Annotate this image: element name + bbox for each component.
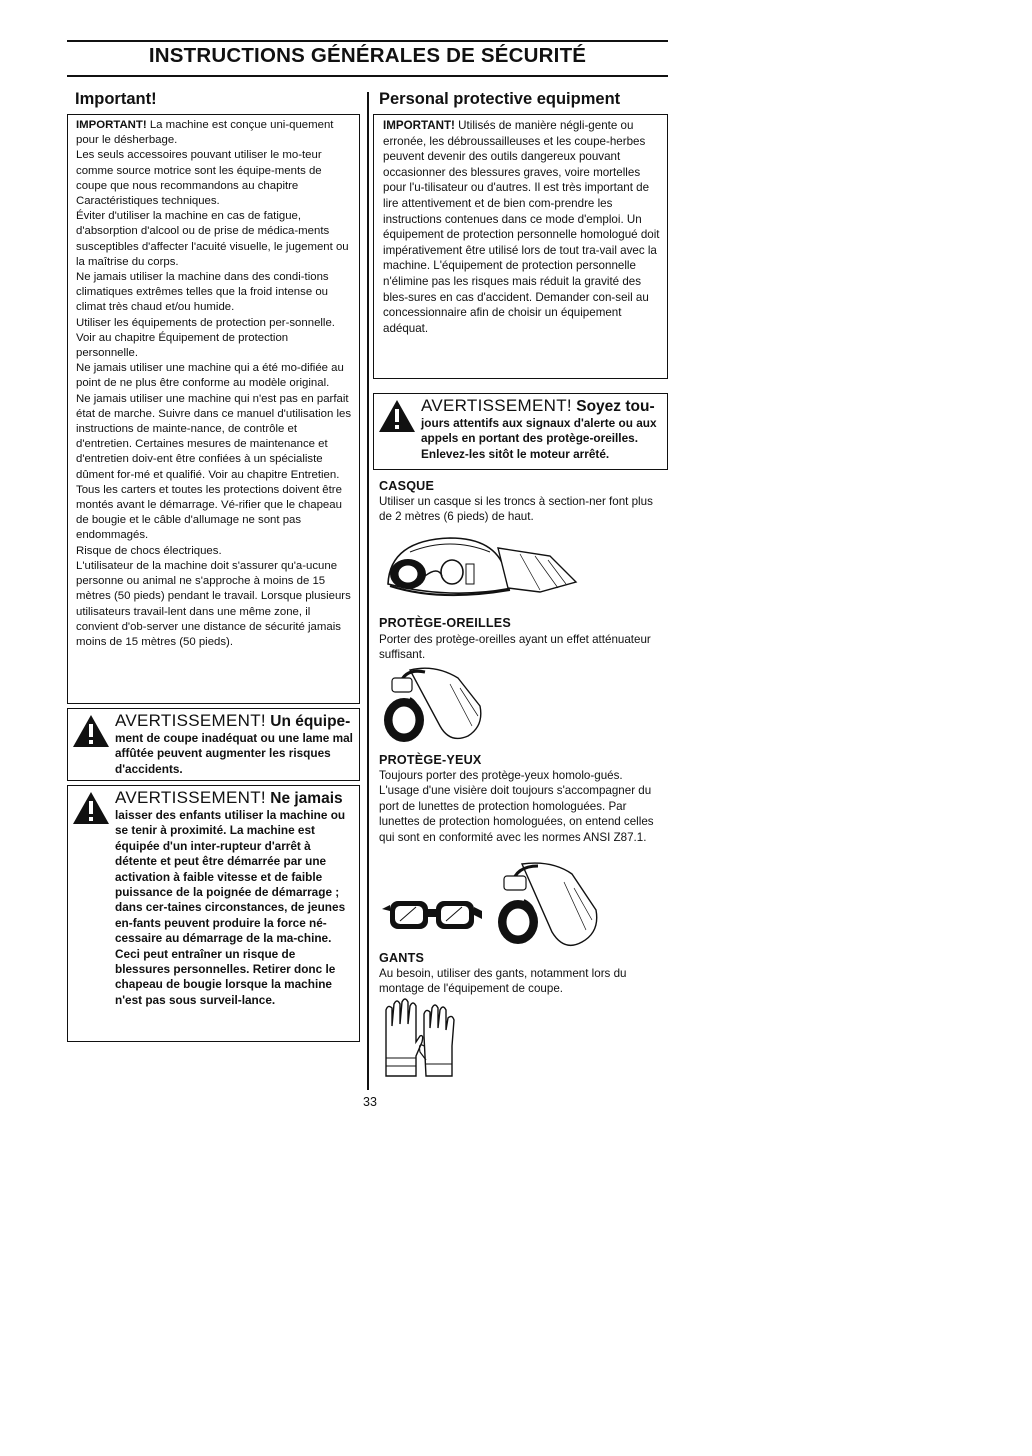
eye-protection-text: Toujours porter des protège-yeux homolo-gués. L'usage d'une visière doit toujours s'accompagner du port de lunettes de protection homologuées. Par lunettes de protection homologuées, on entend celles qui sont en conformité avec les normes ANSI Z87.1.	[379, 769, 654, 844]
important-paragraph: L'utilisateur de la machine doit s'assurer qu'a-ucune personne ou animal ne s'approche à moins de 15 mètres (50 pieds) pendant le travail. Lorsque plusieurs utilisateurs travail-lent dans une même zone, il convient d'ob-server une distance de sécurité jamais moins de 15 mètres (50 pieds).	[76, 559, 351, 648]
warning-heading	[115, 788, 353, 808]
important-paragraph: Utiliser les équipements de protection per-sonnelle. Voir au chapitre Équipement de protection personnelle.	[76, 316, 335, 360]
ppe-important-box	[373, 114, 668, 379]
warning-text: jours attentifs aux signaux d'alerte ou aux appels en portant des protège-oreilles. Enlevez-les sitôt le moteur arrêté.	[421, 416, 657, 461]
important-lead: IMPORTANT!	[76, 119, 147, 131]
helmet-icon	[380, 530, 580, 610]
warning-text: laisser des enfants utiliser la machine ou se tenir à proximité. La machine est équipée d'un inter-rupteur d'arrêt à détente et peut être démarrée par une activation à faible vitesse et de faible puissance de la poignée de démarrage ; dans cer-taines circonstances, de jeunes en-fants peuvent produire la force né-cessaire au démarrage de la ma-chine. Ceci peut entraîner un risque de blessures personnelles. Retirer donc le chapeau de bougie lorsque la machine n'est pas sous surveil-lance.	[115, 808, 346, 1007]
important-paragraph	[76, 118, 353, 148]
warning-ear-protection	[373, 393, 668, 470]
casque-heading: CASQUE	[379, 479, 435, 493]
warning-text: ment de coupe inadéquat ou une lame mal affûtée peuvent augmenter les risques d'accidents.	[115, 731, 353, 776]
warning-label: AVERTISSEMENT!	[115, 788, 266, 807]
important-paragraph: Éviter d'utiliser la machine en cas de fatigue, d'absorption d'alcool ou de prise de médica-ments susceptibles d'affecter l'acuité visuelle, le jugement ou la maîtrise du corps.	[76, 210, 349, 268]
top-rule	[67, 40, 668, 42]
warning-triangle-icon	[377, 398, 417, 434]
page-number: 33	[363, 1095, 377, 1109]
column-divider	[367, 92, 369, 1090]
warning-lead: Ne jamais	[265, 790, 343, 807]
important-paragraph: Ne jamais utiliser la machine dans des condi-tions climatiques extrêmes telles que la froid intense ou climat très chaud et/ou humide.	[76, 271, 329, 314]
important-heading: Important!	[75, 90, 157, 108]
earmuffs-icon	[380, 664, 490, 749]
page-title: INSTRUCTIONS GÉNÉRALES DE SÉCURITÉ	[148, 44, 587, 67]
ppe-lead: IMPORTANT!	[383, 119, 455, 132]
important-text: La machine est conçue uni-quement pour le désherbage.	[76, 119, 334, 147]
important-paragraph: Risque de chocs électriques.	[76, 544, 222, 557]
ppe-paragraph	[383, 118, 661, 336]
important-paragraph: Les seuls accessoires pouvant utiliser le mo-teur comme source motrice sont les équipe-ments de coupe que nous recommandons au chapitre Caractéristiques techniques.	[76, 149, 322, 208]
warning-triangle-icon	[71, 790, 111, 826]
important-paragraph: Ne jamais utiliser une machine qui n'est pas en parfait état de marche. Suivre dans ce manuel d'utilisation les instructions de mainte-nance, de contrôle et d'entretien. Certaines mesures de maintenance et d'entretien doiv-ent être confiées à un spécialiste dûment for-mé et qualifié. Voir au chapitre Entretien.	[76, 392, 352, 481]
warning-triangle-icon	[71, 713, 111, 749]
gloves-text: Au besoin, utiliser des gants, notamment lors du montage de l'équipement de coupe.	[379, 967, 627, 996]
earmuffs-heading: PROTÈGE-OREILLES	[379, 616, 511, 630]
warning-heading	[115, 711, 353, 731]
ppe-text: Utilisés de manière négli-gente ou erronée, les débroussailleuses et les coupe-herbes peuvent devenir des outils dangereux pouvant occasionner des blessures graves, voire mortelles pour l'u-tilisateur ou d'autres. Il est très important de lire attentivement et de bien com-prendre les instructions contenues dans ce mode d'emploi. Un équipement de protection personnelle homologué doit impérativement être utilisé lors de tout tra-vail avec la machine. L'équipement de protection personnelle n'élimine pas les risques mais réduit la gravité des bles-sures en cas d'accident. Demander con-seil au concessionnaire afin de choisir un équipement adéquat.	[383, 119, 660, 335]
ppe-heading: Personal protective equipment	[379, 90, 621, 108]
visor-icon	[492, 860, 602, 952]
casque-text: Utiliser un casque si les troncs à section-ner font plus de 2 mètres (6 pieds) de haut.	[379, 495, 653, 524]
warning-heading	[421, 396, 661, 416]
eye-protection-heading: PROTÈGE-YEUX	[379, 753, 482, 767]
important-paragraph: Ne jamais utiliser une machine qui a été mo-difiée au point de ne plus être conforme au modèle original.	[76, 362, 344, 390]
safety-glasses-icon	[380, 895, 485, 935]
warning-lead: Soyez tou-	[571, 398, 655, 415]
warning-lead: Un équipe-	[265, 713, 351, 730]
gloves-heading: GANTS	[379, 951, 425, 965]
warning-cutting-equipment	[67, 708, 360, 781]
important-paragraph: Tous les carters et toutes les protections doivent être montés avant le démarrage. Vé-rifier que le chapeau de bougie et le câble d'allumage ne sont pas endommagés.	[76, 483, 342, 542]
title-underline	[67, 75, 668, 77]
warning-label: AVERTISSEMENT!	[115, 711, 266, 730]
important-box	[67, 114, 360, 704]
warning-children	[67, 785, 360, 1042]
earmuffs-text: Porter des protège-oreilles ayant un effet atténuateur suffisant.	[379, 633, 651, 662]
gloves-icon	[380, 996, 460, 1080]
warning-label: AVERTISSEMENT!	[421, 396, 572, 415]
